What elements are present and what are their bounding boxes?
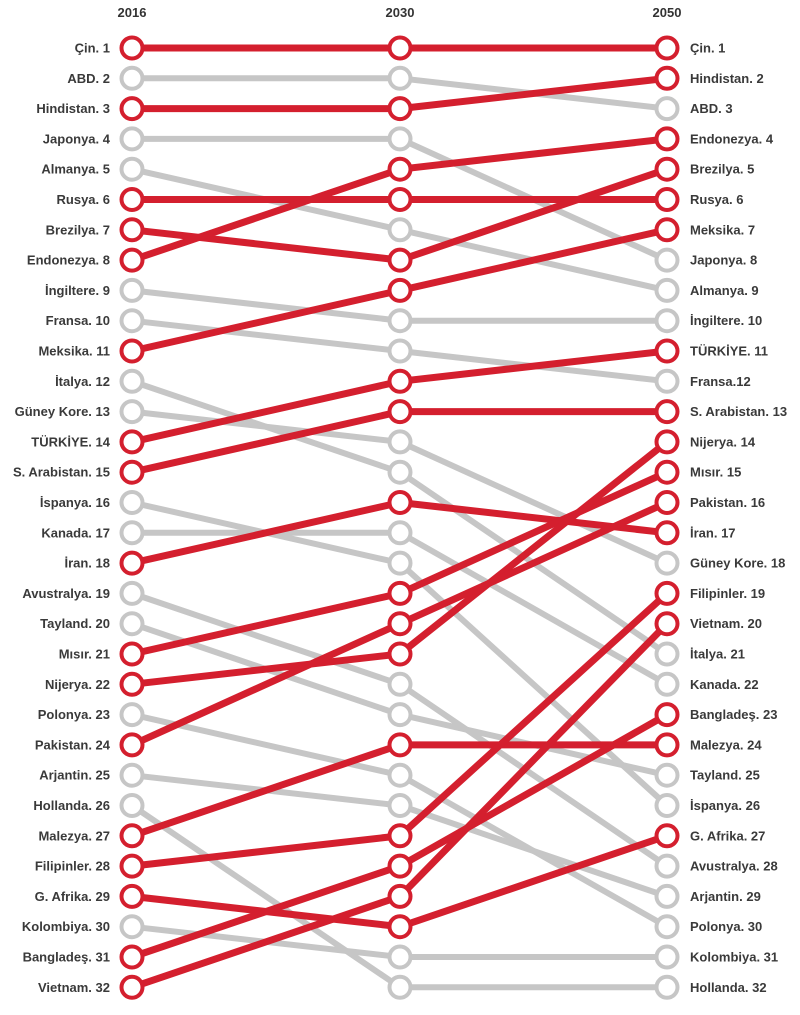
column-header-2050: 2050 (652, 5, 682, 20)
label-2016-rank-20: Tayland. 20 (40, 616, 110, 632)
label-2016-rank-14: TÜRKİYE. 14 (31, 434, 110, 450)
marker-meksika-2030 (390, 280, 411, 301)
label-2050-rank-13: S. Arabistan. 13 (690, 404, 788, 420)
label-2050-rank-31: Kolombiya. 31 (690, 949, 779, 965)
line-t-rki-ye (132, 351, 667, 442)
marker-endonezya-2050 (657, 128, 678, 149)
marker-tayland-2030 (390, 704, 411, 725)
label-2016-rank-17: Kanada. 17 (41, 525, 110, 541)
marker-kanada-2030 (390, 522, 411, 543)
label-2016-rank-22: Nijerya. 22 (44, 676, 110, 692)
label-2016-rank-27: Malezya. 27 (38, 828, 110, 844)
label-2016-rank-1: Çin. 1 (74, 40, 110, 56)
marker-vietnam-2016 (122, 977, 143, 998)
marker-kanada-2016 (122, 522, 143, 543)
marker-g-afrika-2016 (122, 886, 143, 907)
marker-kolombiya-2050 (657, 947, 678, 968)
label-2016-rank-26: Hollanda. 26 (33, 798, 110, 813)
labels-2016 (13, 41, 111, 995)
column-header-2016: 2016 (117, 5, 147, 20)
label-2016-rank-15: S. Arabistan. 15 (12, 464, 110, 480)
marker-fransa-2016 (122, 310, 143, 331)
marker-in-2016 (122, 38, 143, 59)
marker-i-spanya-2016 (122, 492, 143, 513)
marker-avustralya-2050 (657, 856, 678, 877)
label-2050-rank-6: Rusya. 6 (690, 192, 744, 207)
marker-hollanda-2030 (390, 977, 411, 998)
label-2016-rank-9: İngiltere. 9 (44, 282, 110, 298)
label-2050-rank-2: Hindistan. 2 (690, 70, 764, 86)
marker-tayland-2050 (657, 765, 678, 786)
label-2016-rank-28: Filipinler. 28 (34, 858, 110, 874)
marker-banglade-2030 (390, 856, 411, 877)
label-2016-rank-7: Brezilya. 7 (45, 222, 110, 238)
label-2016-rank-16: İspanya. 16 (39, 495, 110, 510)
label-2050-rank-10: İngiltere. 10 (690, 313, 763, 329)
marker-hollanda-2050 (657, 977, 678, 998)
label-2016-rank-11: Meksika. 11 (38, 343, 110, 359)
marker-hindistan-2030 (390, 98, 411, 119)
label-2050-rank-1: Çin. 1 (690, 40, 726, 56)
label-2016-rank-18: İran. 18 (64, 555, 110, 571)
marker-m-s-r-2050 (657, 462, 678, 483)
label-2016-rank-5: Almanya. 5 (41, 161, 110, 177)
label-2050-rank-22: Kanada. 22 (690, 676, 759, 692)
marker-brezilya-2050 (657, 159, 678, 180)
marker-kanada-2050 (657, 674, 678, 695)
marker-malezya-2050 (657, 734, 678, 755)
label-2050-rank-3: ABD. 3 (690, 101, 733, 117)
marker-i-spanya-2030 (390, 553, 411, 574)
label-2050-rank-8: Japonya. 8 (690, 252, 758, 268)
label-2050-rank-11: TÜRKİYE. 11 (690, 343, 769, 359)
column-headers (118, 5, 682, 20)
marker-s-arabistan-2030 (390, 401, 411, 422)
marker-fransa-2050 (657, 371, 678, 392)
marker-polonya-2030 (390, 765, 411, 786)
label-2016-rank-30: Kolombiya. 30 (21, 919, 110, 935)
label-2016-rank-29: G. Afrika. 29 (34, 888, 110, 904)
marker-polonya-2016 (122, 704, 143, 725)
label-2050-rank-21: İtalya. 21 (690, 646, 745, 662)
marker-polonya-2050 (657, 916, 678, 937)
marker-i-ran-2030 (390, 492, 411, 513)
labels-2050 (690, 41, 787, 995)
label-2016-rank-6: Rusya. 6 (56, 192, 110, 207)
marker-i-ran-2050 (657, 522, 678, 543)
marker-i-spanya-2050 (657, 795, 678, 816)
marker-japonya-2050 (657, 250, 678, 271)
label-2016-rank-3: Hindistan. 3 (36, 101, 110, 117)
marker-brezilya-2016 (122, 219, 143, 240)
marker-g-afrika-2030 (390, 916, 411, 937)
label-2016-rank-12: İtalya. 12 (55, 373, 110, 389)
label-2050-rank-18: Güney Kore. 18 (690, 555, 786, 571)
label-2050-rank-27: G. Afrika. 27 (690, 828, 766, 844)
marker-in-2050 (657, 38, 678, 59)
marker-m-s-r-2030 (390, 583, 411, 604)
marker-rusya-2030 (390, 189, 411, 210)
marker-rusya-2050 (657, 189, 678, 210)
label-2050-rank-14: Nijerya. 14 (690, 434, 756, 450)
marker-i-ran-2016 (122, 553, 143, 574)
marker-arjantin-2030 (390, 795, 411, 816)
label-2050-rank-15: Mısır. 15 (690, 464, 742, 480)
marker-m-s-r-2016 (122, 644, 143, 665)
label-2050-rank-29: Arjantin. 29 (690, 888, 761, 904)
marker-abd-2030 (390, 68, 411, 89)
marker-almanya-2030 (390, 219, 411, 240)
marker-banglade-2016 (122, 947, 143, 968)
label-2016-rank-25: Arjantin. 25 (39, 767, 110, 783)
marker-s-arabistan-2016 (122, 462, 143, 483)
label-2050-rank-24: Malezya. 24 (690, 737, 762, 753)
marker-pakistan-2016 (122, 734, 143, 755)
marker-endonezya-2030 (390, 159, 411, 180)
label-2050-rank-17: İran. 17 (690, 525, 736, 541)
marker-meksika-2050 (657, 219, 678, 240)
marker-arjantin-2050 (657, 886, 678, 907)
label-2050-rank-26: İspanya. 26 (690, 798, 761, 813)
marker-almanya-2050 (657, 280, 678, 301)
marker-t-rki-ye-2050 (657, 341, 678, 362)
marker-malezya-2016 (122, 825, 143, 846)
marker-avustralya-2016 (122, 583, 143, 604)
label-2050-rank-32: Hollanda. 32 (690, 979, 767, 995)
label-2016-rank-32: Vietnam. 32 (37, 979, 110, 995)
marker-hollanda-2016 (122, 795, 143, 816)
marker-filipinler-2030 (390, 825, 411, 846)
marker-i-ngiltere-2050 (657, 310, 678, 331)
marker-t-rki-ye-2016 (122, 431, 143, 452)
label-2050-rank-9: Almanya. 9 (690, 282, 759, 298)
marker-arjantin-2016 (122, 765, 143, 786)
label-2016-rank-31: Bangladeş. 31 (22, 949, 110, 965)
marker-g-ney-kore-2050 (657, 553, 678, 574)
marker-g-ney-kore-2016 (122, 401, 143, 422)
marker-filipinler-2016 (122, 856, 143, 877)
marker-fransa-2030 (390, 341, 411, 362)
label-2016-rank-10: Fransa. 10 (45, 313, 110, 329)
label-2016-rank-24: Pakistan. 24 (34, 737, 110, 753)
marker-kolombiya-2016 (122, 916, 143, 937)
marker-abd-2050 (657, 98, 678, 119)
marker-tayland-2016 (122, 613, 143, 634)
label-2016-rank-21: Mısır. 21 (58, 646, 110, 662)
label-2050-rank-4: Endonezya. 4 (690, 131, 774, 147)
label-2050-rank-7: Meksika. 7 (690, 222, 756, 238)
label-2050-rank-12: Fransa.12 (690, 373, 751, 389)
marker-nijerya-2016 (122, 674, 143, 695)
label-2050-rank-30: Polonya. 30 (690, 919, 763, 935)
marker-avustralya-2030 (390, 674, 411, 695)
label-2050-rank-28: Avustralya. 28 (690, 858, 778, 874)
marker-g-afrika-2050 (657, 825, 678, 846)
label-2050-rank-5: Brezilya. 5 (690, 161, 755, 177)
marker-filipinler-2050 (657, 583, 678, 604)
label-2050-rank-19: Filipinler. 19 (690, 585, 766, 601)
marker-pakistan-2030 (390, 613, 411, 634)
marker-i-ngiltere-2030 (390, 310, 411, 331)
marker-g-ney-kore-2030 (390, 431, 411, 452)
label-2016-rank-4: Japonya. 4 (42, 131, 110, 147)
label-2050-rank-16: Pakistan. 16 (690, 495, 766, 510)
marker-rusya-2016 (122, 189, 143, 210)
marker-endonezya-2016 (122, 250, 143, 271)
label-2016-rank-23: Polonya. 23 (37, 707, 110, 723)
marker-vietnam-2030 (390, 886, 411, 907)
marker-in-2030 (390, 38, 411, 59)
marker-i-ngiltere-2016 (122, 280, 143, 301)
marker-vietnam-2050 (657, 613, 678, 634)
label-2016-rank-2: ABD. 2 (67, 70, 110, 86)
marker-japonya-2016 (122, 128, 143, 149)
marker-pakistan-2050 (657, 492, 678, 513)
label-2016-rank-19: Avustralya. 19 (22, 585, 110, 601)
label-2016-rank-13: Güney Kore. 13 (14, 404, 110, 420)
marker-brezilya-2030 (390, 250, 411, 271)
label-2016-rank-8: Endonezya. 8 (26, 252, 110, 268)
marker-japonya-2030 (390, 128, 411, 149)
marker-s-arabistan-2050 (657, 401, 678, 422)
marker-malezya-2030 (390, 734, 411, 755)
marker-nijerya-2030 (390, 644, 411, 665)
label-2050-rank-20: Vietnam. 20 (690, 616, 763, 632)
marker-i-talya-2030 (390, 462, 411, 483)
marker-almanya-2016 (122, 159, 143, 180)
marker-i-talya-2016 (122, 371, 143, 392)
marker-abd-2016 (122, 68, 143, 89)
column-header-2030: 2030 (385, 5, 415, 20)
label-2050-rank-23: Bangladeş. 23 (690, 707, 778, 723)
marker-hindistan-2050 (657, 68, 678, 89)
label-2050-rank-25: Tayland. 25 (690, 767, 760, 783)
marker-hindistan-2016 (122, 98, 143, 119)
marker-banglade-2050 (657, 704, 678, 725)
marker-meksika-2016 (122, 341, 143, 362)
marker-i-talya-2050 (657, 644, 678, 665)
marker-t-rki-ye-2030 (390, 371, 411, 392)
marker-kolombiya-2030 (390, 947, 411, 968)
marker-nijerya-2050 (657, 431, 678, 452)
